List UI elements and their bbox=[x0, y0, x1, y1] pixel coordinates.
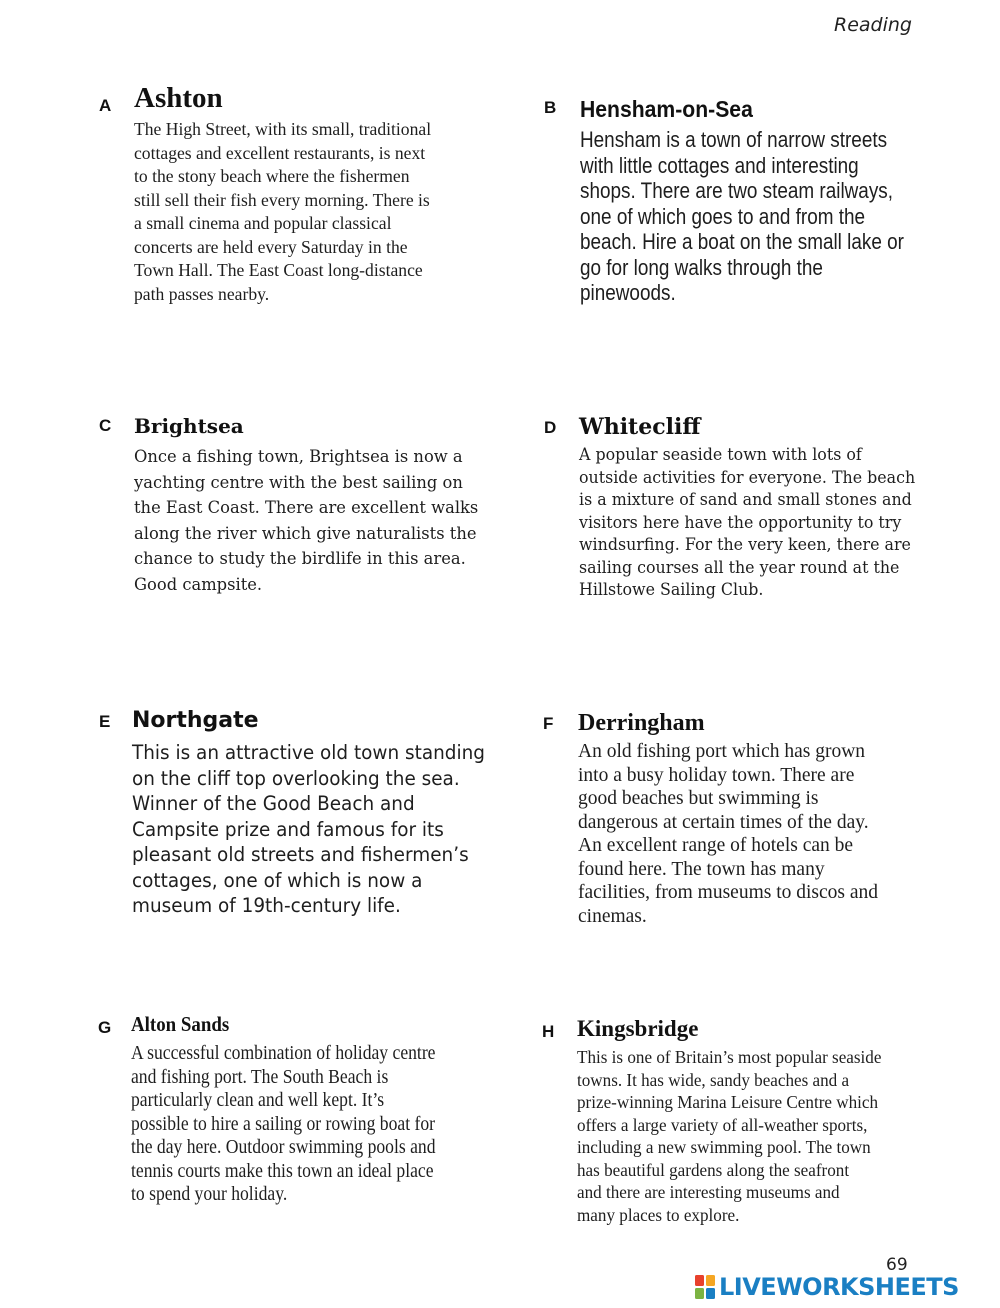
entry-g bbox=[98, 1010, 501, 1207]
entry-body bbox=[134, 445, 499, 598]
entry-title: Whitecliff bbox=[579, 414, 701, 440]
entry-body bbox=[131, 1042, 492, 1207]
page-number: 69 bbox=[886, 1255, 908, 1275]
liveworksheets-logo[interactable] bbox=[694, 1272, 959, 1302]
body-line: and fishing port. The South Beach is bbox=[131, 1065, 389, 1088]
body-line: one of which goes to and from the bbox=[580, 203, 866, 229]
body-line: Winner of the Good Beach and bbox=[132, 792, 415, 815]
body-line: windsurfing. For the very keen, there are bbox=[579, 535, 911, 554]
brand-name: LIVEWORKSHEETS bbox=[719, 1273, 959, 1301]
entry-letter: C bbox=[99, 416, 112, 435]
body-line: An excellent range of hotels can be bbox=[578, 835, 854, 856]
section-header: Reading bbox=[834, 14, 912, 36]
entry-d bbox=[544, 412, 949, 602]
body-line: on the cliff top overlooking the sea. bbox=[132, 766, 460, 790]
body-line: and there are interesting museums and bbox=[577, 1182, 840, 1202]
entry-letter: A bbox=[99, 96, 112, 115]
entry-f bbox=[543, 708, 948, 928]
body-line: particularly clean and well kept. It’s bbox=[131, 1089, 385, 1111]
liveworksheets-logo-icon bbox=[694, 1274, 716, 1300]
body-line: path passes nearby. bbox=[134, 283, 270, 304]
body-line: go for long walks through the bbox=[580, 254, 823, 280]
body-line: Campsite prize and famous for its bbox=[132, 817, 444, 841]
body-line: into a busy holiday town. There are bbox=[578, 764, 855, 786]
body-line: good beaches but swimming is bbox=[578, 788, 819, 809]
body-line: chance to study the birdlife in this area. bbox=[134, 549, 466, 569]
body-line: still sell their fish every morning. There is bbox=[134, 189, 430, 210]
entry-title: Brightsea bbox=[134, 414, 244, 438]
entry-title: Ashton bbox=[134, 82, 223, 114]
body-line: Once a fishing town, Brightsea is now a bbox=[134, 447, 463, 467]
body-line: yachting centre with the best sailing on bbox=[134, 472, 463, 493]
entry-letter: D bbox=[544, 418, 557, 437]
body-line: a small cinema and popular classical bbox=[134, 213, 392, 233]
body-line: the East Coast. There are excellent walks bbox=[134, 498, 479, 518]
body-line: visitors here have the opportunity to try bbox=[579, 512, 902, 532]
body-line: cinemas. bbox=[578, 905, 647, 927]
entry-b bbox=[544, 94, 950, 306]
body-line: prize-winning Marina Leisure Centre which bbox=[577, 1092, 879, 1112]
entry-e bbox=[99, 706, 502, 919]
entry-letter: B bbox=[544, 98, 557, 117]
body-line: Town Hall. The East Coast long-distance bbox=[134, 260, 423, 280]
entry-h bbox=[542, 1014, 947, 1226]
body-line: to the stony beach where the fishermen bbox=[134, 166, 410, 186]
entry-title: Kingsbridge bbox=[577, 1016, 699, 1041]
body-line: Hillstowe Sailing Club. bbox=[579, 580, 764, 599]
body-line: pleasant old streets and fishermen’s bbox=[132, 843, 469, 866]
body-line: the day here. Outdoor swimming pools and bbox=[131, 1136, 436, 1158]
body-line: outside activities for everyone. The beach bbox=[579, 467, 916, 487]
body-line: has beautiful gardens along the seafront bbox=[577, 1159, 850, 1180]
body-line: sailing courses all the year round at the bbox=[579, 557, 900, 577]
entry-title: Hensham-on-Sea bbox=[580, 96, 753, 122]
body-line: dangerous at certain times of the day. bbox=[578, 811, 869, 833]
body-line: concerts are held every Saturday in the bbox=[134, 236, 408, 257]
body-line: cottages, one of which is now a bbox=[132, 868, 423, 892]
entry-body bbox=[578, 740, 948, 928]
entry-a bbox=[99, 80, 494, 306]
body-line: offers a large variety of all-weather sports, bbox=[577, 1114, 868, 1135]
body-line: found here. The town has many bbox=[578, 858, 825, 880]
body-line: A successful combination of holiday centre bbox=[131, 1042, 436, 1064]
body-line: possible to hire a sailing or rowing boat for bbox=[131, 1112, 436, 1135]
entry-body bbox=[577, 1046, 948, 1226]
entry-letter: H bbox=[542, 1022, 555, 1041]
body-line: including a new swimming pool. The town bbox=[577, 1137, 871, 1157]
body-line: tennis courts make this town an ideal place bbox=[131, 1159, 434, 1182]
body-line: cottages and excellent restaurants, is next bbox=[134, 142, 426, 163]
body-line: This is an attractive old town standing bbox=[132, 741, 485, 764]
body-line: An old fishing port which has grown bbox=[578, 741, 866, 762]
entry-letter: G bbox=[98, 1018, 112, 1037]
entry-body bbox=[579, 444, 934, 602]
body-line: along the river which give naturalists the bbox=[134, 523, 477, 544]
body-line: A popular seaside town with lots of bbox=[579, 445, 862, 464]
entry-c bbox=[99, 412, 504, 598]
entry-title: Northgate bbox=[132, 708, 259, 733]
entry-letter: F bbox=[543, 714, 554, 733]
body-line: is a mixture of sand and small stones and bbox=[579, 490, 912, 509]
body-line: towns. It has wide, sandy beaches and a bbox=[577, 1069, 850, 1090]
body-line: with little cottages and interesting bbox=[580, 152, 859, 178]
body-line: Hensham is a town of narrow streets bbox=[580, 127, 888, 152]
body-line: facilities, from museums to discos and bbox=[578, 882, 879, 903]
entry-title: Alton Sands bbox=[131, 1012, 230, 1036]
body-line: beach. Hire a boat on the small lake or bbox=[580, 229, 904, 254]
body-line: pinewoods. bbox=[580, 280, 676, 305]
entry-letter: E bbox=[99, 712, 111, 731]
body-line: Good campsite. bbox=[134, 574, 263, 595]
body-line: to spend your holiday. bbox=[131, 1183, 288, 1205]
body-line: museum of 19th-century life. bbox=[132, 894, 401, 917]
body-line: This is one of Britain’s most popular seaside bbox=[577, 1047, 882, 1067]
body-line: shops. There are two steam railways, bbox=[580, 178, 894, 203]
body-line: The High Street, with its small, traditional bbox=[134, 119, 432, 139]
body-line: many places to explore. bbox=[577, 1204, 740, 1225]
entry-title: Derringham bbox=[578, 710, 705, 736]
entry-body bbox=[132, 740, 489, 919]
entry-body bbox=[580, 127, 941, 306]
entry-body bbox=[134, 118, 494, 306]
